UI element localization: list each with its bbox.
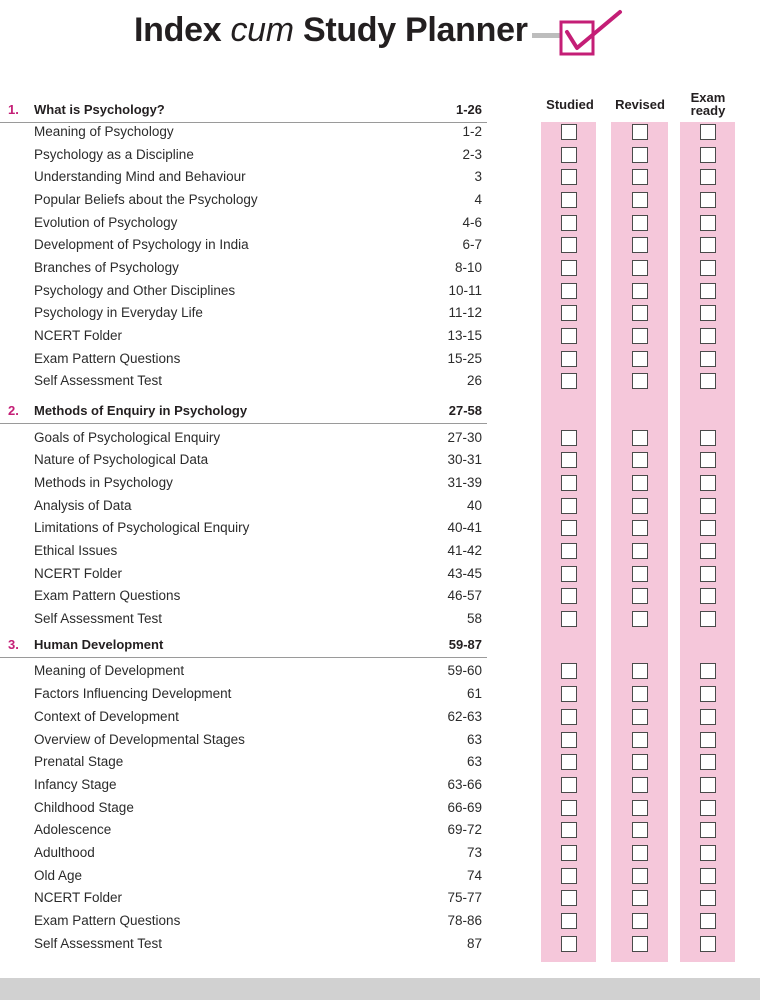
revised-checkbox[interactable]: [632, 709, 648, 725]
exam-ready-checkbox[interactable]: [700, 192, 716, 208]
index-row: [0, 167, 500, 187]
index-row: [0, 866, 500, 886]
topic-name: Popular Beliefs about the Psychology: [34, 192, 258, 207]
section-pages: 27-58: [448, 403, 482, 418]
index-row: [0, 371, 500, 391]
topic-pages: 27-30: [447, 430, 482, 445]
revised-checkbox[interactable]: [632, 913, 648, 929]
exam-ready-checkbox[interactable]: [700, 709, 716, 725]
studied-checkbox[interactable]: [561, 543, 577, 559]
section-divider: [0, 423, 487, 424]
topic-pages: 66-69: [447, 800, 482, 815]
topic-pages: 8-10: [454, 260, 482, 275]
topic-pages: 43-45: [447, 566, 482, 581]
studied-checkbox[interactable]: [561, 845, 577, 861]
exam-ready-checkbox[interactable]: [700, 845, 716, 861]
topic-pages: 78-86: [447, 913, 482, 928]
revised-checkbox[interactable]: [632, 777, 648, 793]
revised-checkbox[interactable]: [632, 373, 648, 389]
studied-checkbox[interactable]: [561, 566, 577, 582]
index-row: [0, 564, 500, 584]
topic-pages: 87: [466, 936, 482, 951]
section-number: 1.: [8, 102, 19, 117]
studied-checkbox[interactable]: [561, 868, 577, 884]
index-row: [0, 730, 500, 750]
topic-pages: 63: [466, 754, 482, 769]
revised-checkbox[interactable]: [632, 169, 648, 185]
exam-ready-checkbox[interactable]: [700, 732, 716, 748]
topic-name: NCERT Folder: [34, 890, 123, 905]
topic-pages: 15-25: [447, 351, 482, 366]
studied-checkbox[interactable]: [561, 328, 577, 344]
revised-checkbox[interactable]: [632, 543, 648, 559]
index-row: [0, 888, 500, 908]
index-row: [0, 190, 500, 210]
checkmark-icon: [558, 8, 626, 60]
topic-pages: 59-60: [447, 663, 482, 678]
index-row: [0, 281, 500, 301]
exam-ready-checkbox[interactable]: [700, 283, 716, 299]
index-row: [0, 541, 500, 561]
exam-ready-checkbox[interactable]: [700, 800, 716, 816]
exam-ready-checkbox[interactable]: [700, 890, 716, 906]
index-row: [0, 303, 500, 323]
revised-checkbox[interactable]: [632, 732, 648, 748]
topic-pages: 13-15: [447, 328, 482, 343]
exam-ready-checkbox[interactable]: [700, 868, 716, 884]
index-row: [0, 428, 500, 448]
topic-name: Adulthood: [34, 845, 95, 860]
topic-name: Infancy Stage: [34, 777, 117, 792]
exam-ready-checkbox[interactable]: [700, 452, 716, 468]
section-title: Human Development: [34, 637, 164, 652]
topic-name: Limitations of Psychological Enquiry: [34, 520, 250, 535]
topic-name: Self Assessment Test: [34, 373, 163, 388]
index-row: [0, 473, 500, 493]
revised-checkbox[interactable]: [632, 283, 648, 299]
section-title: Methods of Enquiry in Psychology: [34, 403, 248, 418]
topic-pages: 2-3: [462, 147, 482, 162]
topic-name: Development of Psychology in India: [34, 237, 249, 252]
studied-checkbox[interactable]: [561, 260, 577, 276]
revised-checkbox[interactable]: [632, 611, 648, 627]
section-divider: [0, 657, 487, 658]
topic-pages: 4: [474, 192, 482, 207]
exam-ready-checkbox[interactable]: [700, 543, 716, 559]
topic-name: Psychology in Everyday Life: [34, 305, 203, 320]
topic-name: Prenatal Stage: [34, 754, 124, 769]
studied-checkbox[interactable]: [561, 475, 577, 491]
exam-ready-checkbox[interactable]: [700, 822, 716, 838]
index-row: [0, 258, 500, 278]
exam-ready-checkbox[interactable]: [700, 328, 716, 344]
topic-pages: 41-42: [447, 543, 482, 558]
topic-name: NCERT Folder: [34, 566, 123, 581]
index-row: [0, 820, 500, 840]
revised-checkbox[interactable]: [632, 936, 648, 952]
revised-checkbox[interactable]: [632, 305, 648, 321]
studied-checkbox[interactable]: [561, 498, 577, 514]
section-number: 2.: [8, 403, 19, 418]
revised-checkbox[interactable]: [632, 452, 648, 468]
index-row: [0, 518, 500, 538]
index-row: [0, 586, 500, 606]
studied-checkbox[interactable]: [561, 732, 577, 748]
topic-pages: 62-63: [447, 709, 482, 724]
topic-pages: 4-6: [462, 215, 482, 230]
index-row: [0, 450, 500, 470]
studied-checkbox[interactable]: [561, 430, 577, 446]
exam-ready-checkbox[interactable]: [700, 663, 716, 679]
topic-name: Exam Pattern Questions: [34, 588, 181, 603]
section-pages: 59-87: [448, 637, 482, 652]
exam-ready-checkbox[interactable]: [700, 351, 716, 367]
exam-ready-checkbox[interactable]: [700, 430, 716, 446]
section-heading: [0, 635, 500, 655]
topic-pages: 1-2: [462, 124, 482, 139]
topic-name: Context of Development: [34, 709, 179, 724]
exam-ready-checkbox[interactable]: [700, 588, 716, 604]
index-row: [0, 326, 500, 346]
revised-checkbox[interactable]: [632, 520, 648, 536]
topic-name: Self Assessment Test: [34, 936, 163, 951]
revised-checkbox[interactable]: [632, 328, 648, 344]
index-row: [0, 684, 500, 704]
index-row: [0, 752, 500, 772]
revised-checkbox[interactable]: [632, 215, 648, 231]
section-pages: 1-26: [455, 102, 482, 117]
topic-pages: 26: [466, 373, 482, 388]
topic-pages: 63-66: [447, 777, 482, 792]
topic-pages: 73: [466, 845, 482, 860]
revised-checkbox[interactable]: [632, 260, 648, 276]
index-row: [0, 496, 500, 516]
revised-checkbox[interactable]: [632, 588, 648, 604]
topic-name: Psychology as a Discipline: [34, 147, 194, 162]
exam-ready-checkbox[interactable]: [700, 913, 716, 929]
exam-ready-checkbox[interactable]: [700, 475, 716, 491]
topic-pages: 11-12: [448, 305, 482, 320]
section-title: What is Psychology?: [34, 102, 165, 117]
section-heading: [0, 100, 500, 120]
topic-name: Goals of Psychological Enquiry: [34, 430, 221, 445]
exam-ready-checkbox[interactable]: [700, 169, 716, 185]
index-row: [0, 707, 500, 727]
revised-checkbox[interactable]: [632, 686, 648, 702]
index-row: [0, 213, 500, 233]
studied-checkbox[interactable]: [561, 800, 577, 816]
exam-ready-checkbox[interactable]: [700, 498, 716, 514]
studied-checkbox[interactable]: [561, 588, 577, 604]
topic-name: Psychology and Other Disciplines: [34, 283, 236, 298]
exam-ready-checkbox[interactable]: [700, 147, 716, 163]
studied-checkbox[interactable]: [561, 686, 577, 702]
topic-pages: 10-11: [448, 283, 482, 298]
studied-checkbox[interactable]: [561, 215, 577, 231]
revised-checkbox[interactable]: [632, 237, 648, 253]
index-row: [0, 843, 500, 863]
topic-name: NCERT Folder: [34, 328, 123, 343]
page-header: [0, 8, 760, 52]
topic-pages: 6-7: [462, 237, 482, 252]
index-row: [0, 911, 500, 931]
studied-checkbox[interactable]: [561, 305, 577, 321]
topic-name: Old Age: [34, 868, 83, 883]
topic-name: Self Assessment Test: [34, 611, 163, 626]
exam-ready-checkbox[interactable]: [700, 305, 716, 321]
revised-checkbox[interactable]: [632, 754, 648, 770]
revised-checkbox[interactable]: [632, 800, 648, 816]
column-header-revised: Revised: [615, 97, 665, 112]
revised-checkbox[interactable]: [632, 498, 648, 514]
topic-pages: 69-72: [447, 822, 482, 837]
topic-pages: 74: [466, 868, 482, 883]
revised-checkbox[interactable]: [632, 566, 648, 582]
topic-pages: 75-77: [447, 890, 482, 905]
exam-ready-checkbox[interactable]: [700, 754, 716, 770]
topic-name: Overview of Developmental Stages: [34, 732, 245, 747]
exam-ready-checkbox[interactable]: [700, 520, 716, 536]
studied-checkbox[interactable]: [561, 754, 577, 770]
topic-name: Evolution of Psychology: [34, 215, 178, 230]
column-header-studied: Studied: [546, 97, 594, 112]
exam-ready-checkbox[interactable]: [700, 936, 716, 952]
topic-pages: 40: [466, 498, 482, 513]
studied-checkbox[interactable]: [561, 709, 577, 725]
topic-name: Exam Pattern Questions: [34, 351, 181, 366]
topic-name: Childhood Stage: [34, 800, 134, 815]
studied-checkbox[interactable]: [561, 777, 577, 793]
index-row: [0, 235, 500, 255]
section-heading: [0, 401, 500, 421]
index-row: [0, 349, 500, 369]
topic-pages: 46-57: [447, 588, 482, 603]
topic-pages: 63: [466, 732, 482, 747]
revised-checkbox[interactable]: [632, 147, 648, 163]
studied-checkbox[interactable]: [561, 822, 577, 838]
topic-name: Adolescence: [34, 822, 112, 837]
studied-checkbox[interactable]: [561, 452, 577, 468]
exam-ready-checkbox[interactable]: [700, 124, 716, 140]
topic-name: Understanding Mind and Behaviour: [34, 169, 246, 184]
studied-checkbox[interactable]: [561, 124, 577, 140]
topic-pages: 30-31: [447, 452, 482, 467]
topic-name: Factors Influencing Development: [34, 686, 232, 701]
exam-ready-checkbox[interactable]: [700, 566, 716, 582]
studied-checkbox[interactable]: [561, 373, 577, 389]
revised-checkbox[interactable]: [632, 124, 648, 140]
topic-name: Meaning of Psychology: [34, 124, 174, 139]
studied-checkbox[interactable]: [561, 147, 577, 163]
topic-pages: 61: [466, 686, 482, 701]
studied-checkbox[interactable]: [561, 283, 577, 299]
revised-checkbox[interactable]: [632, 192, 648, 208]
topic-name: Methods in Psychology: [34, 475, 173, 490]
column-header-exam-ready: Exam ready: [690, 90, 726, 118]
topic-name: Branches of Psychology: [34, 260, 179, 275]
studied-checkbox[interactable]: [561, 611, 577, 627]
index-row: [0, 661, 500, 681]
studied-checkbox[interactable]: [561, 936, 577, 952]
studied-checkbox[interactable]: [561, 913, 577, 929]
studied-checkbox[interactable]: [561, 351, 577, 367]
topic-name: Ethical Issues: [34, 543, 118, 558]
topic-pages: 40-41: [447, 520, 482, 535]
index-row: [0, 122, 500, 142]
page-title: Index cum Study Planner: [134, 11, 528, 49]
topic-name: Nature of Psychological Data: [34, 452, 209, 467]
studied-checkbox[interactable]: [561, 169, 577, 185]
revised-checkbox[interactable]: [632, 351, 648, 367]
section-number: 3.: [8, 637, 19, 652]
studied-checkbox[interactable]: [561, 192, 577, 208]
topic-pages: 31-39: [447, 475, 482, 490]
revised-checkbox[interactable]: [632, 845, 648, 861]
topic-name: Meaning of Development: [34, 663, 185, 678]
topic-name: Exam Pattern Questions: [34, 913, 181, 928]
exam-ready-checkbox[interactable]: [700, 260, 716, 276]
exam-ready-checkbox[interactable]: [700, 237, 716, 253]
studied-checkbox[interactable]: [561, 520, 577, 536]
exam-ready-checkbox[interactable]: [700, 373, 716, 389]
exam-ready-checkbox[interactable]: [700, 686, 716, 702]
studied-checkbox[interactable]: [561, 237, 577, 253]
topic-pages: 58: [466, 611, 482, 626]
index-row: [0, 934, 500, 954]
revised-checkbox[interactable]: [632, 430, 648, 446]
exam-ready-checkbox[interactable]: [700, 611, 716, 627]
topic-name: Analysis of Data: [34, 498, 132, 513]
index-row: [0, 775, 500, 795]
topic-pages: 3: [474, 169, 482, 184]
index-row: [0, 609, 500, 629]
revised-checkbox[interactable]: [632, 475, 648, 491]
index-row: [0, 798, 500, 818]
studied-checkbox[interactable]: [561, 890, 577, 906]
index-row: [0, 145, 500, 165]
exam-ready-checkbox[interactable]: [700, 215, 716, 231]
studied-checkbox[interactable]: [561, 663, 577, 679]
revised-checkbox[interactable]: [632, 663, 648, 679]
revised-checkbox[interactable]: [632, 890, 648, 906]
exam-ready-checkbox[interactable]: [700, 777, 716, 793]
footer-bar: [0, 978, 760, 1000]
revised-checkbox[interactable]: [632, 822, 648, 838]
revised-checkbox[interactable]: [632, 868, 648, 884]
